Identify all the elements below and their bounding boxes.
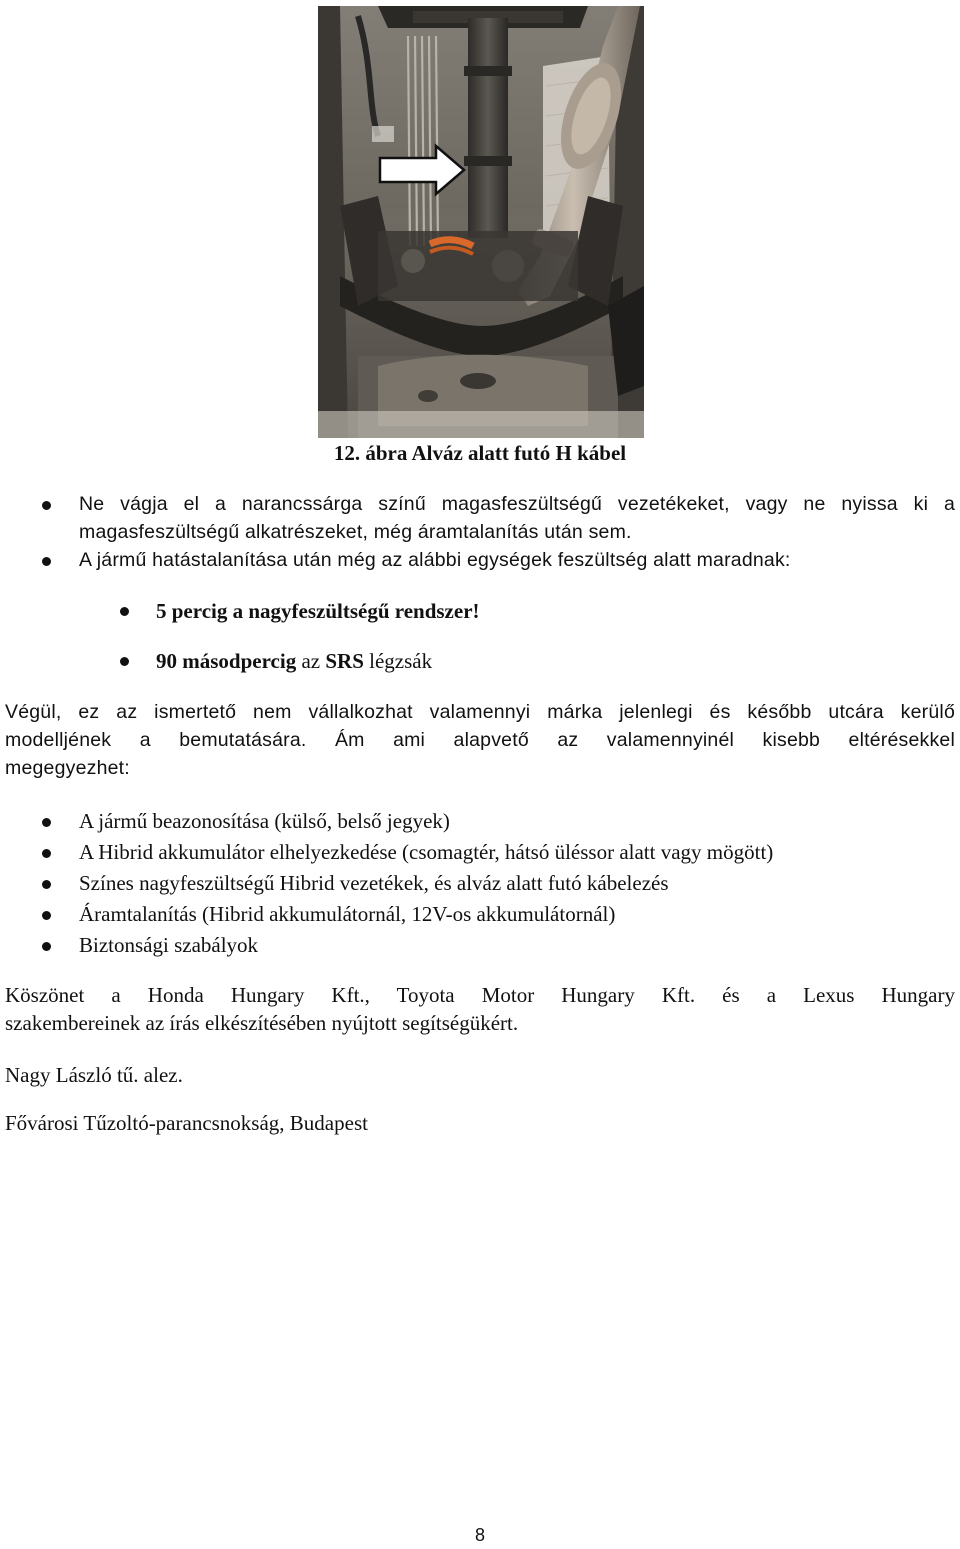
bullet-icon <box>42 911 51 920</box>
list-item <box>0 838 960 869</box>
list-item <box>0 490 960 546</box>
bullet-icon <box>120 657 129 666</box>
list-item <box>0 546 960 574</box>
warning-line: Ne vágja el a narancssárga színű magasfeszültségű vezetékeket, vagy ne nyissa ki a <box>79 493 955 515</box>
topic-text: Áramtalanítás (Hibrid akkumulátornál, 12V-os akkumulátornál) <box>79 902 616 926</box>
connector-text: az <box>296 649 326 673</box>
acknowledgement-line: Köszönet a Honda Hungary Kft., Toyota Motor Hungary Kft. és a Lexus Hungary <box>5 983 955 1007</box>
retention-item-text: 5 percig a nagyfeszültségű rendszer! <box>156 599 480 623</box>
intro-paragraph <box>5 698 955 782</box>
list-item <box>0 807 960 838</box>
list-item <box>0 647 960 675</box>
srs-text: SRS <box>325 649 364 673</box>
bullet-icon <box>42 880 51 889</box>
retention-list <box>0 597 960 675</box>
topic-text: A jármű beazonosítása (külső, belső jegyek) <box>79 809 450 833</box>
acknowledgement-line: szakembereinek az írás elkészítésében nyújtott segítségükért. <box>5 1011 519 1035</box>
intro-line: megegyezhet: <box>5 757 130 779</box>
bullet-icon <box>120 607 129 616</box>
author-name: Nagy László tű. alez. <box>5 1063 183 1087</box>
acknowledgement-paragraph <box>5 981 955 1037</box>
intro-line: Végül, ez az ismertető nem vállalkozhat valamennyi márka jelenlegi és később utcára kerülő <box>5 701 955 723</box>
bullet-icon <box>42 942 51 951</box>
list-item <box>0 597 960 647</box>
page-number: 8 <box>474 1525 485 1545</box>
bullet-icon <box>42 501 51 510</box>
duration-text: 90 másodpercig <box>156 649 297 673</box>
retention-item-text <box>156 647 432 675</box>
intro-line: modelljének a bemutatására. Ám ami alapvető az valamennyinél kisebb eltérésekkel <box>5 729 955 751</box>
topics-list <box>0 807 960 962</box>
organization-name: Fővárosi Tűzoltó-parancsnokság, Budapest <box>5 1111 368 1135</box>
topic-text: Biztonsági szabályok <box>79 933 259 957</box>
bullet-icon <box>42 557 51 566</box>
topic-text: A Hibrid akkumulátor elhelyezkedése (csomagtér, hátsó üléssor alatt vagy mögött) <box>79 840 774 864</box>
warning-line: A jármű hatástalanítása után még az alábbi egységek feszültség alatt maradnak: <box>79 549 791 571</box>
list-item <box>0 900 960 931</box>
list-item <box>0 869 960 900</box>
topic-text: Színes nagyfeszültségű Hibrid vezetékek, és alváz alatt futó kábelezés <box>79 871 669 895</box>
underbody-photo <box>318 6 644 438</box>
warning-list <box>0 490 960 574</box>
airbag-text: légzsák <box>363 649 433 673</box>
list-item <box>0 931 960 962</box>
bullet-icon <box>42 818 51 827</box>
warning-line: magasfeszültségű alkatrészeket, még áramtalanítás után sem. <box>79 521 632 543</box>
bullet-icon <box>42 849 51 858</box>
figure-caption: 12. ábra Alváz alatt futó H kábel <box>333 441 627 465</box>
